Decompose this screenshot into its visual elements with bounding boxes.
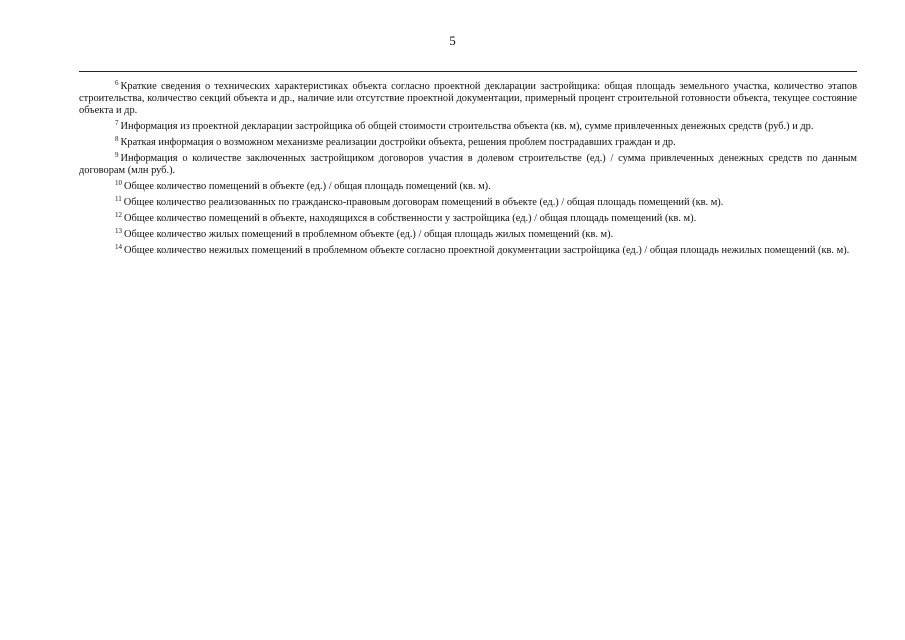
footnote-mark: 6	[115, 79, 119, 87]
footnote-mark: 10	[115, 179, 122, 187]
footnote-9	[79, 149, 857, 177]
footnote-text: Информация о количестве заключенных застройщиком договоров участия в долевом строительстве (ед.) / сумма привлеченных денежных средств по данным договорам (млн руб.).	[79, 153, 857, 176]
footnote-13	[79, 225, 857, 241]
footnote-mark: 8	[115, 135, 119, 143]
footnote-text: Общее количество помещений в объекте, находящихся в собственности у застройщика (ед.) / общая площадь помещений (кв. м).	[124, 213, 697, 224]
footnote-mark: 14	[115, 243, 122, 251]
footnote-mark: 13	[115, 227, 122, 235]
footnote-text: Общее количество помещений в объекте (ед.) / общая площадь помещений (кв. м).	[124, 181, 491, 192]
footnote-12	[79, 209, 857, 225]
footnote-14	[79, 241, 857, 257]
footnote-text: Общее количество нежилых помещений в проблемном объекте согласно проектной документации застройщика (ед.) / общая площадь нежилых помещений (кв. м).	[124, 245, 850, 256]
footnotes	[79, 77, 857, 257]
footnote-separator	[79, 71, 857, 72]
footnote-mark: 9	[115, 151, 119, 159]
footnote-mark: 12	[115, 211, 122, 219]
footnote-10	[79, 177, 857, 193]
footnote-text: Общее количество реализованных по гражданско-правовым договорам помещений в объекте (ед.) / общая площадь помещений (кв. м).	[123, 197, 724, 208]
footnote-8	[79, 133, 857, 149]
footnote-11	[79, 193, 857, 209]
footnote-text: Общее количество жилых помещений в проблемном объекте (ед.) / общая площадь жилых помещений (кв. м).	[124, 229, 614, 240]
footnote-text: Информация из проектной декларации застройщика об общей стоимости строительства объекта (кв. м), сумме привлеченных денежных средств (руб.) и др.	[120, 121, 814, 132]
footnote-text: Краткие сведения о технических характеристиках объекта согласно проектной декларации застройщика: общая площадь земельного участка, количество этапов строительства, количество секций объекта и др., наличие или отсутствие проектной документации, примерный процент строительной готовности объекта, текущее состояние объекта и др.	[79, 81, 857, 116]
footnote-7	[79, 117, 857, 133]
footnote-text: Краткая информация о возможном механизме реализации достройки объекта, решения проблем пострадавших граждан и др.	[120, 137, 676, 148]
page-number: 5	[449, 33, 456, 48]
footnote-mark: 11	[115, 195, 122, 203]
footnote-6	[79, 77, 857, 117]
footnote-mark: 7	[115, 119, 119, 127]
